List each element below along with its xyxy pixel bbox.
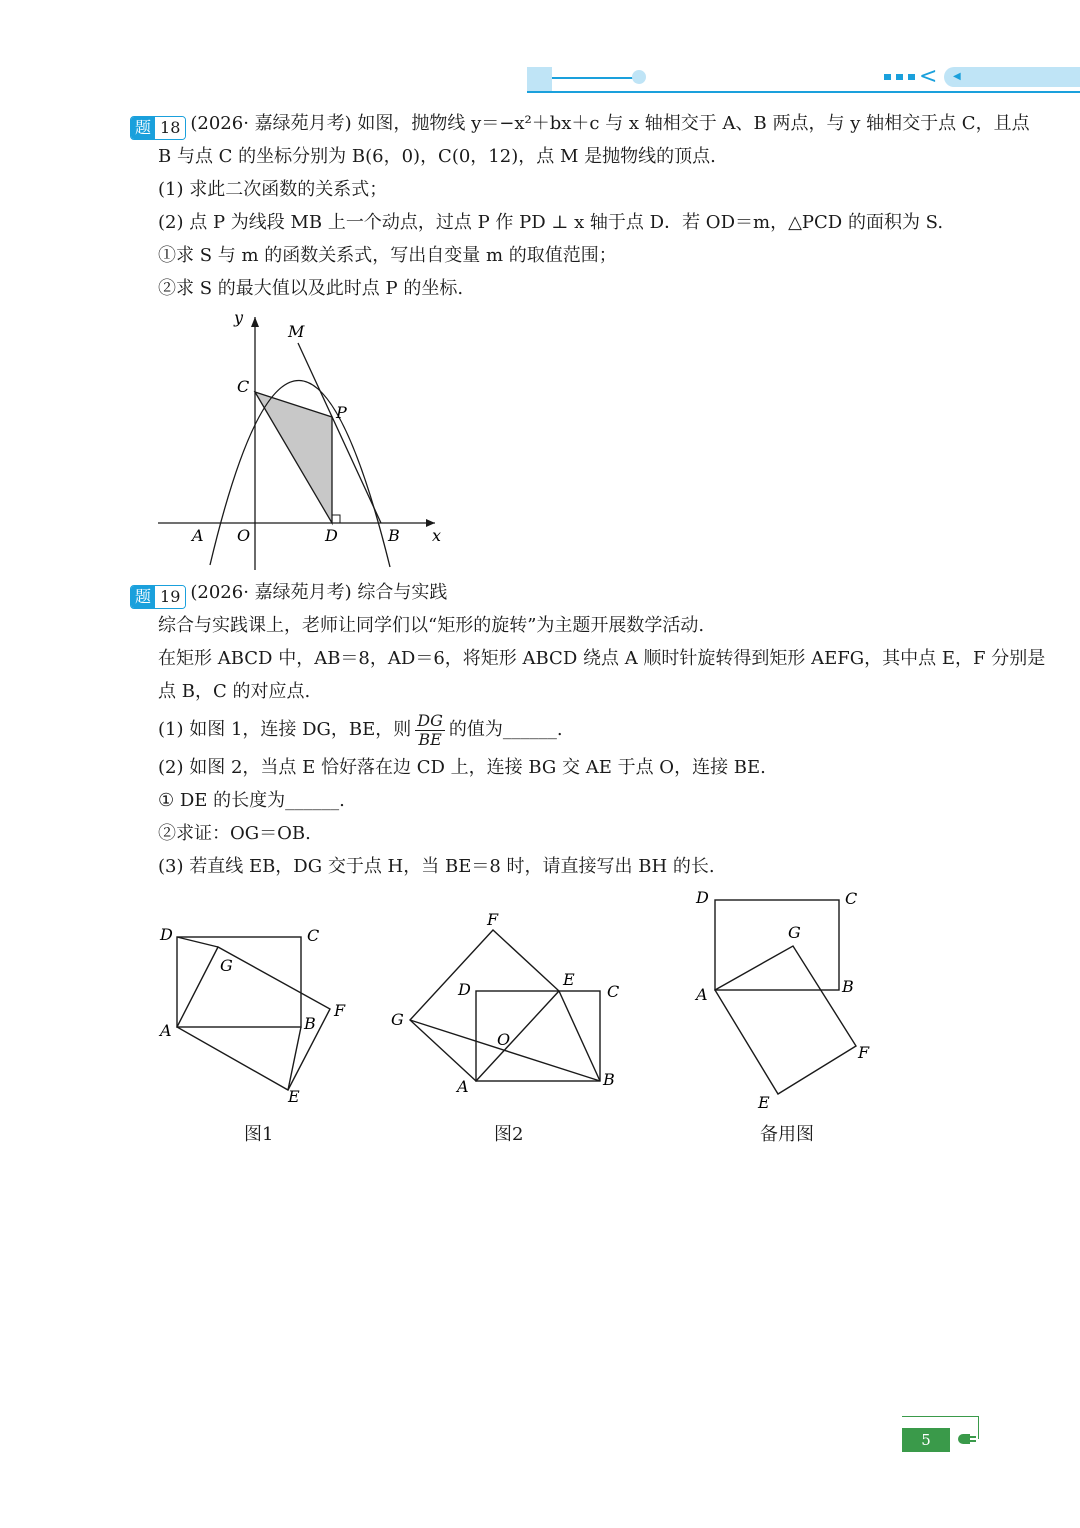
fig3-g-label: G	[788, 923, 801, 942]
fig1-b-label: B	[304, 1014, 316, 1033]
parabola-graph	[150, 305, 460, 575]
point-d-label: D	[325, 526, 338, 545]
q19-part-2: (2) 如图 2，当点 E 恰好落在边 CD 上，连接 BG 交 AE 于点 O，连接 BE.	[158, 757, 766, 778]
fig1-g-label: G	[220, 956, 233, 975]
fig2-e-label: E	[563, 970, 575, 989]
dg-over-be-fraction: $\frac{DG}{BE}$	[417, 710, 443, 749]
q19-part-2-1: ① DE 的长度为______.	[158, 790, 345, 811]
q19-badge: 题 19	[130, 585, 186, 609]
fig2-d-label: D	[458, 980, 471, 999]
fig2-g-label: G	[391, 1010, 404, 1029]
q19-intro: 综合与实践课上，老师让同学们以“矩形的旋转”为主题开展数学活动.	[158, 615, 705, 636]
q18-part-2-1: ①求 S 与 m 的函数关系式，写出自变量 m 的取值范围；	[158, 245, 617, 266]
q18-line-2: B 与点 C 的坐标分别为 B(6，0)，C(0，12)，点 M 是抛物线的顶点.	[158, 146, 716, 167]
backup-figure-caption: 备用图	[760, 1124, 814, 1145]
fig1-f-label: F	[334, 1001, 346, 1020]
point-c-label: C	[237, 377, 250, 396]
point-p-label: P	[336, 403, 347, 422]
backup-figure	[690, 880, 890, 1115]
q18-part-1: (1) 求此二次函数的关系式；	[158, 179, 388, 200]
fig2-f-label: F	[487, 910, 499, 929]
fig2-b-label: B	[603, 1070, 615, 1089]
fig2-o-label: O	[497, 1030, 511, 1049]
point-m-label: M	[288, 322, 305, 341]
chevron-left-icon: <	[919, 64, 938, 89]
figure-2-caption: 图2	[494, 1124, 524, 1145]
fig3-c-label: C	[845, 889, 858, 908]
figure-1	[150, 910, 370, 1110]
q19-line-1: 题 19 (2026· 嘉绿苑月考) 综合与实践	[130, 581, 447, 609]
point-a-label: A	[192, 526, 204, 545]
fig3-d-label: D	[696, 888, 709, 907]
q18-badge: 题 18	[130, 116, 186, 140]
fig2-a-label: A	[457, 1077, 469, 1096]
q18-line-1: 题 18 (2026· 嘉绿苑月考) 如图，抛物线 y＝−x²＋bx＋c 与 x 轴相交于 A、B 两点，与 y 轴相交于点 C，且点	[130, 112, 1030, 140]
q18-part-2: (2) 点 P 为线段 MB 上一个动点，过点 P 作 PD ⊥ x 轴于点 D．若 OD＝m，△PCD 的面积为 S.	[158, 212, 944, 233]
point-b-label: B	[388, 526, 400, 545]
q19-setup-2: 点 B，C 的对应点.	[158, 681, 311, 702]
fig3-b-label: B	[842, 977, 854, 996]
fig1-a-label: A	[160, 1021, 172, 1040]
figure-1-caption: 图1	[244, 1124, 274, 1145]
q18-part-2-2: ②求 S 的最大值以及此时点 P 的坐标.	[158, 278, 464, 299]
fig1-d-label: D	[160, 925, 173, 944]
q19-part-2-2: ②求证：OG＝OB.	[158, 823, 311, 844]
q19-setup-1: 在矩形 ABCD 中，AB＝8，AD＝6，将矩形 ABCD 绕点 A 顺时针旋转得到矩形 AEFG，其中点 E，F 分别是	[158, 648, 1046, 669]
q19-part-3: (3) 若直线 EB，DG 交于点 H，当 BE＝8 时，请直接写出 BH 的长.	[158, 856, 715, 877]
page-number: 5	[902, 1428, 950, 1452]
fig1-c-label: C	[307, 926, 320, 945]
x-axis-label: x	[432, 526, 442, 545]
fig3-a-label: A	[696, 985, 708, 1004]
figure-2	[385, 905, 635, 1105]
triangle-left-icon: ◀	[953, 71, 961, 82]
fig3-f-label: F	[858, 1043, 870, 1062]
fig2-c-label: C	[607, 982, 620, 1001]
y-axis-label: y	[234, 308, 244, 327]
plug-icon	[958, 1434, 970, 1444]
fig1-e-label: E	[288, 1087, 300, 1106]
fig3-e-label: E	[758, 1093, 770, 1112]
origin-label: O	[237, 526, 251, 545]
q19-part-1: (1) 如图 1，连接 DG，BE，则 $\frac{DG}{BE}$ 的值为______.	[158, 710, 563, 749]
